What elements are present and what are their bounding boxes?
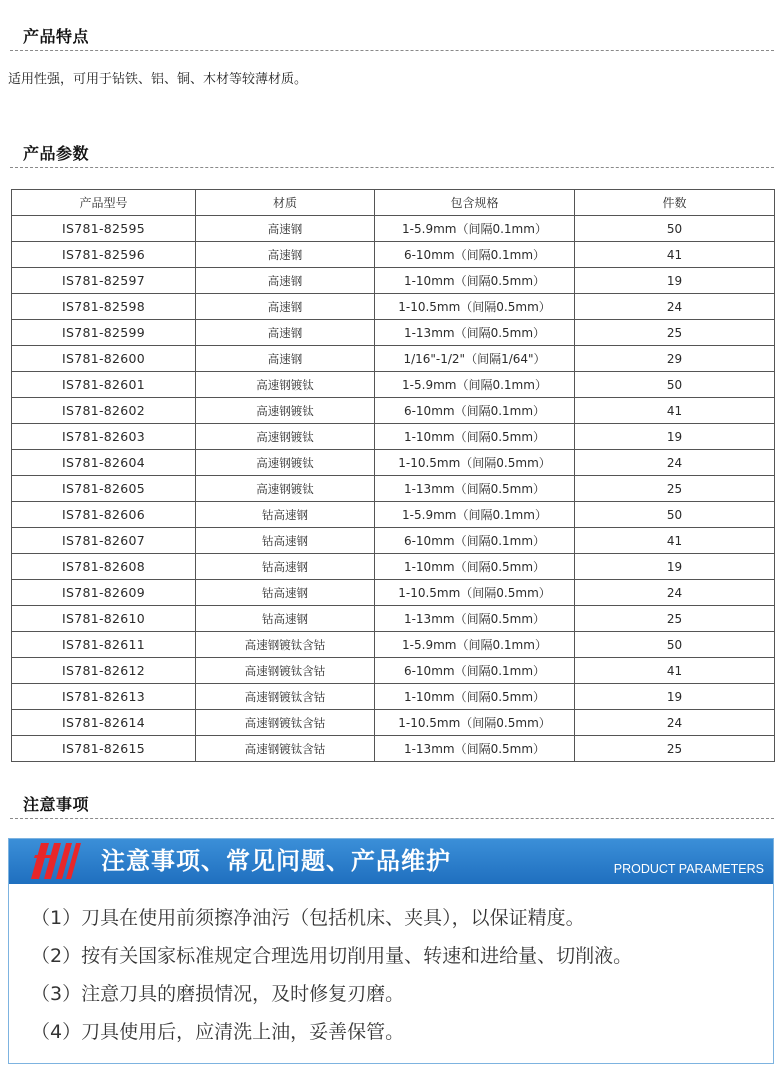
notice-item: （4）刀具使用后，应清洗上油，妥善保管。 (31, 1021, 405, 1043)
cell-count: 24 (575, 710, 775, 736)
table-row (12, 372, 775, 398)
cell-count: 41 (575, 398, 775, 424)
cell-count: 41 (575, 242, 775, 268)
table-row (12, 476, 775, 502)
cell-count: 19 (575, 554, 775, 580)
table-body (12, 216, 775, 762)
notice-banner-title: 注意事项、常见问题、产品维护 (101, 847, 451, 875)
cell-spec: 1-10mm（间隔0.5mm） (375, 424, 575, 450)
cell-material: 高速钢镀钛含钴 (196, 632, 375, 658)
table-row (12, 294, 775, 320)
table-row (12, 216, 775, 242)
cell-spec: 1-13mm（间隔0.5mm） (375, 606, 575, 632)
cell-spec: 1-5.9mm（间隔0.1mm） (375, 632, 575, 658)
cell-material: 高速钢镀钛含钴 (196, 658, 375, 684)
cell-material: 钴高速钢 (196, 606, 375, 632)
notice-banner (9, 839, 773, 884)
table-header-row (12, 190, 775, 216)
cell-model: IS781-82596 (12, 242, 196, 268)
cell-model: IS781-82613 (12, 684, 196, 710)
header-count: 件数 (575, 190, 775, 216)
params-section-header (10, 145, 774, 168)
features-text: 适用性强，可用于钻铁、铝、铜、木材等较薄材质。 (8, 72, 308, 87)
cell-material: 高速钢镀钛含钴 (196, 684, 375, 710)
cell-spec: 6-10mm（间隔0.1mm） (375, 528, 575, 554)
table-row (12, 580, 775, 606)
table-row (12, 554, 775, 580)
notes-section-header (10, 796, 774, 819)
cell-model: IS781-82603 (12, 424, 196, 450)
cell-model: IS781-82599 (12, 320, 196, 346)
cell-count: 25 (575, 476, 775, 502)
cell-model: IS781-82612 (12, 658, 196, 684)
cell-spec: 1-10.5mm（间隔0.5mm） (375, 710, 575, 736)
cell-material: 高速钢镀钛 (196, 372, 375, 398)
cell-model: IS781-82609 (12, 580, 196, 606)
cell-model: IS781-82600 (12, 346, 196, 372)
cell-model: IS781-82602 (12, 398, 196, 424)
notice-item: （3）注意刀具的磨损情况，及时修复刃磨。 (31, 983, 405, 1005)
cell-material: 高速钢 (196, 294, 375, 320)
cell-spec: 1/16"-1/2"（间隔1/64"） (375, 346, 575, 372)
notice-panel (8, 838, 774, 1064)
cell-material: 钴高速钢 (196, 580, 375, 606)
cell-model: IS781-82610 (12, 606, 196, 632)
cell-count: 25 (575, 320, 775, 346)
cell-count: 25 (575, 736, 775, 762)
cell-material: 高速钢镀钛 (196, 424, 375, 450)
cell-spec: 1-13mm（间隔0.5mm） (375, 736, 575, 762)
cell-spec: 1-5.9mm（间隔0.1mm） (375, 372, 575, 398)
cell-spec: 6-10mm（间隔0.1mm） (375, 658, 575, 684)
cell-model: IS781-82604 (12, 450, 196, 476)
red-stripe-logo-icon (27, 841, 95, 881)
table-row (12, 658, 775, 684)
notice-item: （1）刀具在使用前须擦净油污（包括机床、夹具），以保证精度。 (31, 907, 585, 929)
cell-material: 高速钢镀钛 (196, 476, 375, 502)
cell-spec: 1-13mm（间隔0.5mm） (375, 320, 575, 346)
cell-spec: 6-10mm（间隔0.1mm） (375, 242, 575, 268)
table-row (12, 736, 775, 762)
cell-spec: 1-5.9mm（间隔0.1mm） (375, 502, 575, 528)
table-row (12, 450, 775, 476)
cell-count: 29 (575, 346, 775, 372)
cell-spec: 6-10mm（间隔0.1mm） (375, 398, 575, 424)
table-row (12, 398, 775, 424)
cell-count: 50 (575, 502, 775, 528)
table-row (12, 502, 775, 528)
cell-spec: 1-10mm（间隔0.5mm） (375, 554, 575, 580)
cell-material: 钴高速钢 (196, 554, 375, 580)
cell-material: 高速钢镀钛 (196, 450, 375, 476)
table-row (12, 242, 775, 268)
cell-count: 24 (575, 294, 775, 320)
cell-spec: 1-10.5mm（间隔0.5mm） (375, 580, 575, 606)
table-row (12, 268, 775, 294)
cell-count: 50 (575, 216, 775, 242)
cell-count: 41 (575, 658, 775, 684)
table-row (12, 606, 775, 632)
cell-material: 高速钢 (196, 216, 375, 242)
notice-list (31, 899, 632, 1051)
table-row (12, 684, 775, 710)
cell-count: 19 (575, 268, 775, 294)
cell-model: IS781-82598 (12, 294, 196, 320)
cell-model: IS781-82611 (12, 632, 196, 658)
cell-spec: 1-5.9mm（间隔0.1mm） (375, 216, 575, 242)
cell-model: IS781-82606 (12, 502, 196, 528)
cell-count: 50 (575, 632, 775, 658)
cell-model: IS781-82614 (12, 710, 196, 736)
cell-spec: 1-10.5mm（间隔0.5mm） (375, 450, 575, 476)
table-row (12, 346, 775, 372)
cell-count: 19 (575, 684, 775, 710)
table-row (12, 424, 775, 450)
cell-material: 钴高速钢 (196, 502, 375, 528)
cell-material: 高速钢镀钛含钴 (196, 710, 375, 736)
cell-count: 41 (575, 528, 775, 554)
cell-material: 高速钢 (196, 320, 375, 346)
table-row (12, 528, 775, 554)
notice-banner-subtitle: PRODUCT PARAMETERS (613, 862, 764, 876)
cell-material: 高速钢 (196, 242, 375, 268)
cell-model: IS781-82601 (12, 372, 196, 398)
params-title: 产品参数 (23, 144, 90, 163)
cell-model: IS781-82608 (12, 554, 196, 580)
cell-model: IS781-82597 (12, 268, 196, 294)
cell-material: 高速钢 (196, 346, 375, 372)
table-row (12, 710, 775, 736)
header-spec: 包含规格 (375, 190, 575, 216)
cell-model: IS781-82605 (12, 476, 196, 502)
cell-material: 钴高速钢 (196, 528, 375, 554)
notes-title: 注意事项 (23, 795, 90, 814)
cell-count: 24 (575, 580, 775, 606)
cell-spec: 1-10.5mm（间隔0.5mm） (375, 294, 575, 320)
cell-spec: 1-10mm（间隔0.5mm） (375, 268, 575, 294)
cell-model: IS781-82595 (12, 216, 196, 242)
notice-item: （2）按有关国家标准规定合理选用切削用量、转速和进给量、切削液。 (31, 945, 633, 967)
cell-spec: 1-13mm（间隔0.5mm） (375, 476, 575, 502)
cell-material: 高速钢镀钛 (196, 398, 375, 424)
table-row (12, 632, 775, 658)
cell-count: 24 (575, 450, 775, 476)
cell-material: 高速钢镀钛含钴 (196, 736, 375, 762)
header-material: 材质 (196, 190, 375, 216)
cell-count: 19 (575, 424, 775, 450)
cell-spec: 1-10mm（间隔0.5mm） (375, 684, 575, 710)
features-title: 产品特点 (23, 27, 90, 46)
cell-model: IS781-82607 (12, 528, 196, 554)
cell-model: IS781-82615 (12, 736, 196, 762)
header-model: 产品型号 (12, 190, 196, 216)
cell-count: 25 (575, 606, 775, 632)
cell-count: 50 (575, 372, 775, 398)
cell-material: 高速钢 (196, 268, 375, 294)
spec-table (11, 189, 775, 762)
table-row (12, 320, 775, 346)
features-section-header (10, 28, 774, 51)
